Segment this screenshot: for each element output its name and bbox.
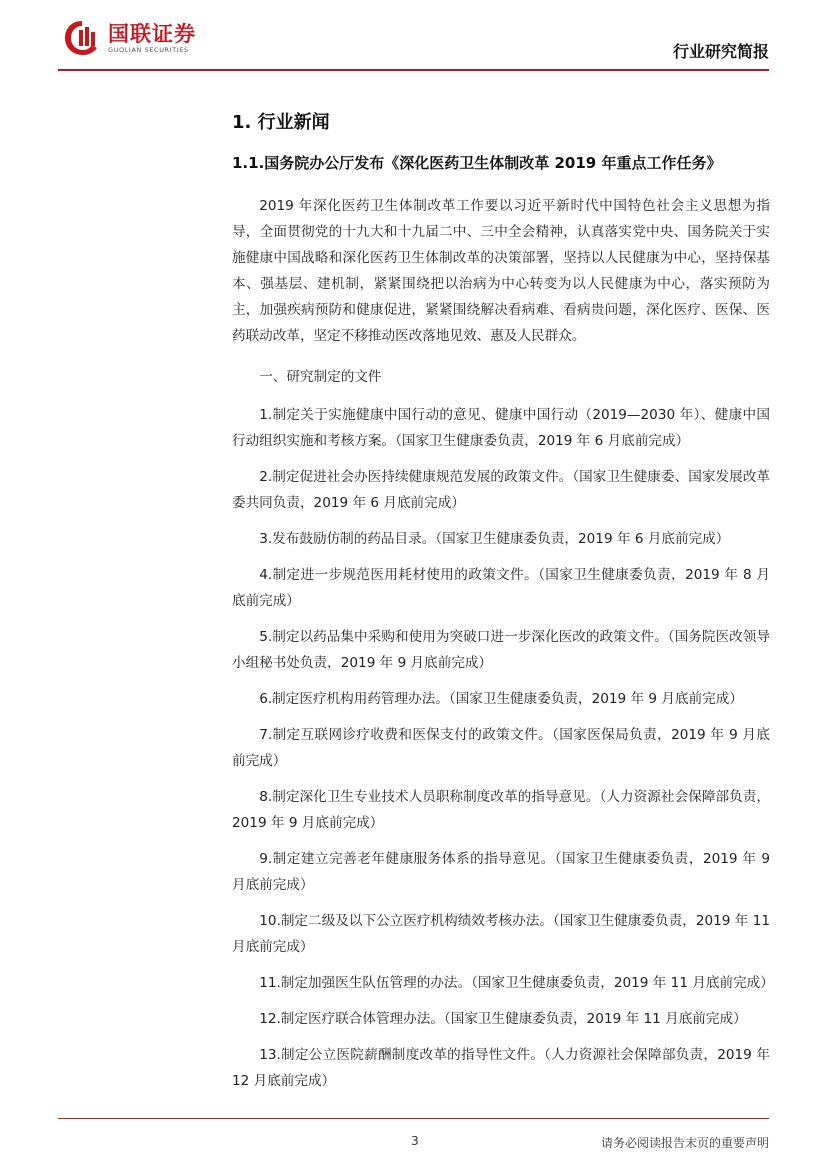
subsection-heading: 1.1.国务院办公厅发布《深化医药卫生体制改革 2019 年重点工作任务》: [232, 154, 722, 172]
list-item: 2.制定促进社会办医持续健康规范发展的政策文件。（国家卫生健康委、国家发展改革委共同负责，2019 年 6 月底前完成）: [232, 469, 770, 511]
report-type-label: 行业研究简报: [672, 42, 769, 61]
list-item: 13.制定公立医院薪酬制度改革的指导性文件。（人力资源社会保障部负责，2019 年 12 月底前完成）: [232, 1047, 770, 1089]
list-item: 6.制定医疗机构用药管理办法。（国家卫生健康委负责，2019 年 9 月底前完成）: [259, 691, 743, 707]
list-item: 5.制定以药品集中采购和使用为突破口进一步深化医改的政策文件。（国务院医改领导小组秘书处负责，2019 年 9 月底前完成）: [232, 629, 770, 671]
list-item: 7.制定互联网诊疗收费和医保支付的政策文件。（国家医保局负责，2019 年 9 月底前完成）: [232, 727, 770, 769]
guolian-logo-icon: [62, 18, 102, 58]
header-divider: [58, 69, 769, 71]
list-item: 4.制定进一步规范医用耗材使用的政策文件。（国家卫生健康委负责，2019 年 8 月底前完成）: [232, 567, 770, 609]
disclaimer-note: 请务必阅读报告末页的重要声明: [600, 1136, 769, 1150]
list-item: 11.制定加强医生队伍管理的办法。（国家卫生健康委负责，2019 年 11 月底前完成）: [259, 975, 774, 991]
footer-divider: [58, 1118, 769, 1119]
page-header: [0, 0, 827, 80]
company-logo: [62, 18, 196, 58]
logo-english-name: GUOLIAN SECURITIES: [108, 45, 189, 54]
list-item: 8.制定深化卫生专业技术人员职称制度改革的指导意见。（人力资源社会保障部负责，2019 年 9 月底前完成）: [232, 789, 770, 831]
logo-chinese-name: 国联证券: [108, 21, 196, 46]
list-item: 12.制定医疗联合体管理办法。（国家卫生健康委负责，2019 年 11 月底前完成）: [259, 1011, 747, 1027]
page-number: 3: [411, 1134, 419, 1148]
list-item: 3.发布鼓励仿制的药品目录。（国家卫生健康委负责，2019 年 6 月底前完成）: [259, 531, 730, 547]
list-item: 9.制定建立完善老年健康服务体系的指导意见。（国家卫生健康委负责，2019 年 9 月底前完成）: [232, 851, 770, 893]
intro-paragraph: 2019 年深化医药卫生体制改革工作要以习近平新时代中国特色社会主义思想为指导，全面贯彻党的十九大和十九届二中、三中全会精神，认真落实党中央、国务院关于实施健康中国战略和深化医药卫生体制改革的决策部署，坚持以人民健康为中心，坚持保基本、强基层、建机制，紧紧围绕把以治病为中心转变为以人民健康为中心，落实预防为主，加强疾病预防和健康促进，紧紧围绕解决看病难、看病贵问题，深化医疗、医保、医药联动改革，坚定不移推动医改落地见效、惠及人民群众。: [232, 198, 770, 344]
list-item: 1.制定关于实施健康中国行动的意见、健康中国行动（2019—2030 年）、健康中国行动组织实施和考核方案。（国家卫生健康委负责，2019 年 6 月底前完成）: [232, 407, 770, 449]
article-body: [232, 193, 774, 1104]
list-item: 10.制定二级及以下公立医疗机构绩效考核办法。（国家卫生健康委负责，2019 年 11 月底前完成）: [232, 913, 770, 955]
list-heading: 一、研究制定的文件: [259, 369, 382, 385]
section-heading: 1. 行业新闻: [232, 112, 330, 133]
